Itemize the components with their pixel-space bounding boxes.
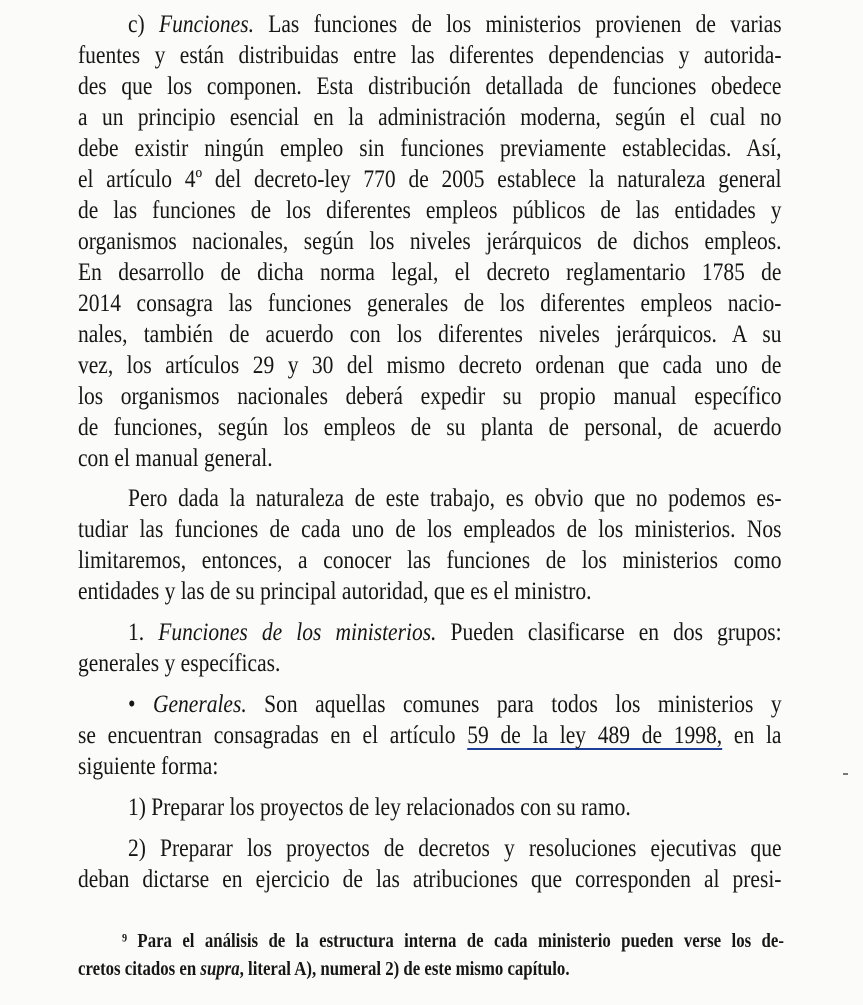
text-line — [128, 484, 782, 514]
text-line — [78, 515, 781, 545]
text-line — [78, 227, 781, 257]
text-line — [78, 103, 781, 133]
text-line — [78, 413, 781, 443]
text-line — [78, 752, 218, 782]
text-segment: • — [128, 691, 153, 718]
text-line — [78, 196, 781, 226]
text-line — [78, 320, 781, 350]
text-segment: siguiente forma: — [78, 753, 219, 780]
text-line — [128, 690, 782, 720]
text-segment: Pero dada la naturaleza de este trabajo, es obvio que no podemos es- — [128, 485, 782, 512]
text-segment: los organismos nacionales deberá expedir su propio manual específico — [78, 383, 782, 410]
text-line — [78, 382, 781, 412]
text-segment: deban dictarse en ejercicio de las atribuciones que corresponden al presi- — [78, 866, 782, 893]
text-segment: organismos nacionales, según los niveles jerárquicos de dichos empleos. — [78, 228, 782, 255]
text-line — [78, 444, 273, 474]
italic-heading: Funciones. — [159, 11, 254, 38]
text-line — [128, 793, 631, 823]
text-segment: En desarrollo de dicha norma legal, el decreto reglamentario 1785 de — [78, 259, 782, 286]
text-line — [78, 649, 280, 679]
text-line — [78, 72, 781, 102]
text-line — [78, 721, 781, 751]
text-segment: Las funciones de los ministerios provienen de varias — [253, 11, 782, 38]
text-line — [78, 134, 781, 164]
text-line — [78, 165, 781, 195]
text-segment: en la — [722, 722, 782, 749]
text-segment: 1) Preparar los proyectos de ley relacionados con su ramo. — [128, 794, 631, 821]
text-line — [78, 351, 781, 381]
text-line — [128, 10, 782, 40]
text-segment: 2014 consagra las funciones generales de los diferentes empleos nacio- — [78, 290, 782, 317]
text-segment: entidades y las de su principal autoridad, que es el ministro. — [78, 578, 592, 605]
footnote-line — [78, 956, 570, 982]
text-segment: , literal A), numeral 2) de este mismo capítulo. — [239, 958, 570, 980]
text-segment: generales y específicas. — [78, 650, 281, 677]
underlined-citation: 59 de la ley 489 de 1998, — [467, 722, 723, 749]
text-segment: 1. — [128, 619, 159, 646]
italic-heading: Generales. — [152, 691, 247, 718]
text-segment: ⁹ Para el análisis de la estructura interna de cada ministerio pueden verse los de- — [122, 930, 784, 952]
text-segment: nales, también de acuerdo con los diferentes niveles jerárquicos. A su — [78, 321, 782, 348]
text-line — [128, 834, 782, 864]
text-segment: cretos citados en — [78, 958, 201, 980]
text-segment: des que los componen. Esta distribución detallada de funciones obedece — [78, 73, 782, 100]
text-segment: tudiar las funciones de cada uno de los empleados de los ministerios. Nos — [78, 516, 782, 543]
text-segment: de funciones, según los empleos de su planta de personal, de acuerdo — [78, 414, 782, 441]
text-line — [78, 258, 781, 288]
text-segment: con el manual general. — [78, 445, 273, 472]
text-segment: el artículo 4º del decreto-ley 770 de 2005 establece la naturaleza general — [78, 166, 782, 193]
margin-mark — [843, 773, 848, 775]
italic-heading: supra — [200, 958, 240, 980]
text-line — [128, 618, 782, 648]
footnote-line — [122, 928, 784, 954]
text-segment: debe existir ningún empleo sin funciones previamente establecidas. Así, — [78, 135, 782, 162]
text-segment: fuentes y están distribuidas entre las diferentes dependencias y autorida- — [78, 42, 782, 69]
text-segment: Son aquellas comunes para todos los ministerios y — [246, 691, 782, 718]
text-segment: limitaremos, entonces, a conocer las funciones de los ministerios como — [78, 547, 782, 574]
text-line — [78, 41, 781, 71]
text-segment: 2) Preparar los proyectos de decretos y resoluciones ejecutivas que — [128, 835, 782, 862]
text-line — [78, 865, 781, 895]
text-segment: de las funciones de los diferentes empleos públicos de las entidades y — [78, 197, 782, 224]
text-segment: se encuentran consagradas en el artículo — [78, 722, 468, 749]
text-segment: Pueden clasificarse en dos grupos: — [436, 619, 782, 646]
text-line — [78, 577, 591, 607]
text-segment: vez, los artículos 29 y 30 del mismo decreto ordenan que cada uno de — [78, 352, 782, 379]
text-segment: c) — [128, 11, 160, 38]
text-line — [78, 289, 781, 319]
text-line — [78, 546, 781, 576]
italic-heading: Funciones de los ministerios. — [158, 619, 437, 646]
text-segment: a un principio esencial en la administración moderna, según el cual no — [78, 104, 782, 131]
